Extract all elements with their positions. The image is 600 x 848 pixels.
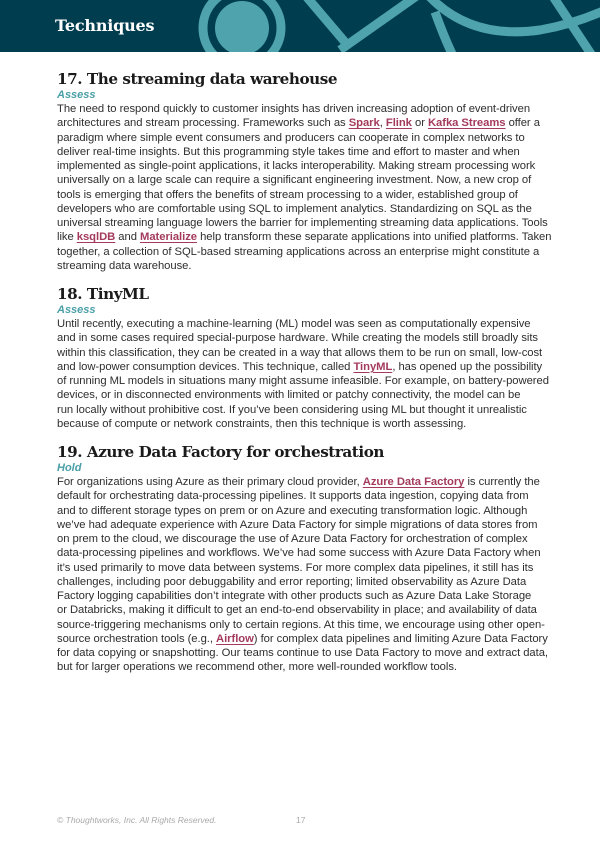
- text-line: [57, 632, 547, 646]
- text-span: is currently the: [464, 476, 540, 488]
- text-line: [57, 216, 547, 230]
- text-span: ,: [379, 117, 386, 130]
- text-span: Until recently, executing a machine-learning (ML) model was seen as computationally expensive: [57, 318, 531, 330]
- text-line: [57, 173, 547, 187]
- footer-copyright: © Thoughtworks, Inc. All Rights Reserved.: [57, 815, 217, 825]
- text-span: developers who are comfortable using SQL to implement analytics. Standardizing on SQL as the: [57, 202, 532, 215]
- text-line: [57, 202, 547, 216]
- text-span: it’s used primarily to move data between systems. For more complex data pipelines, it still has its: [57, 561, 534, 574]
- text-line: [57, 245, 547, 259]
- section-title: 18. TinyML: [57, 285, 149, 303]
- text-span: , has opened up the possibility: [392, 360, 543, 373]
- text-line: [57, 259, 547, 273]
- page-number: 17: [296, 815, 306, 825]
- text-span: universal streaming language lowers the barrier for implementing streaming data applications. Tools: [57, 217, 548, 229]
- header-line-shape: [340, 0, 418, 50]
- page-header: [0, 0, 600, 52]
- text-span: paradigm where simple event consumers and producers can cooperate in complex networks to: [57, 131, 525, 144]
- text-line: [57, 102, 547, 116]
- text-line: [57, 346, 547, 360]
- text-line: [57, 589, 547, 603]
- ring-label: Hold: [57, 462, 82, 474]
- text-span: together, a collection of SQL-based streaming applications across an enterprise might constitute a: [57, 245, 540, 258]
- ring-label: Assess: [57, 89, 96, 101]
- text-line: [57, 417, 547, 431]
- technique-section: [57, 442, 547, 675]
- header-filled-circle-shape: [215, 1, 269, 52]
- text-span: implemented as single-point applications, it lacks interoperability. Making stream processing work: [57, 160, 536, 172]
- section-title: 19. Azure Data Factory for orchestration: [57, 443, 384, 461]
- text-line: [57, 646, 547, 660]
- section-body: [57, 317, 547, 431]
- text-span: of running ML models in situations many might assume infeasible. For example, on battery-powered: [57, 375, 549, 387]
- text-span: deliver real-time insights. But this programming style takes time and effort to master and when: [57, 145, 520, 158]
- text-line: [57, 360, 547, 374]
- page-content: [57, 69, 552, 686]
- section-body: [57, 102, 552, 273]
- text-span: but for larger operations we recommend other, more well-rounded workflow tools.: [57, 661, 457, 674]
- link-spark[interactable]: Spark: [348, 117, 380, 130]
- text-line: [57, 561, 547, 575]
- text-line: [57, 374, 547, 388]
- text-span: streaming data warehouse.: [57, 259, 192, 272]
- text-span: help transform these separate applications into unified platforms. Taken: [197, 231, 552, 244]
- text-line: [57, 230, 552, 244]
- text-line: [57, 131, 547, 145]
- text-span: offer a: [505, 117, 540, 130]
- text-span: within this classification, they can be created in a way that allows them to be run on small, low-cost: [57, 346, 543, 359]
- section-title: 17. The streaming data warehouse: [57, 70, 338, 88]
- text-span: For organizations using Azure as their primary cloud provider,: [57, 476, 363, 488]
- text-span: data-processing pipelines and workflows. We’ve had some success with Azure Data Factory when: [57, 547, 541, 560]
- text-span: or Databricks, making it difficult to get an end-to-end observability in place; and availability of data: [57, 604, 537, 617]
- text-span: source orchestration tools (e.g.,: [57, 632, 217, 645]
- text-span: universally on a large scale can require a significant engineering investment. Now, a new crop of: [57, 174, 532, 187]
- text-span: The need to respond quickly to customer insights has driven increasing adoption of event-driven: [57, 103, 531, 115]
- text-line: [57, 603, 547, 617]
- text-line: [57, 575, 547, 589]
- text-line: [57, 317, 547, 331]
- text-span: like: [57, 231, 77, 244]
- text-line: [57, 159, 547, 173]
- text-line: [57, 518, 547, 532]
- link-airflow[interactable]: Airflow: [216, 632, 254, 645]
- text-line: [57, 475, 547, 489]
- text-line: [57, 504, 547, 518]
- section-body: [57, 475, 547, 675]
- link-materialize[interactable]: Materialize: [140, 231, 197, 244]
- header-title: Techniques: [55, 16, 155, 35]
- text-line: [57, 546, 547, 560]
- technique-section: [57, 284, 547, 431]
- technique-section: [57, 69, 552, 273]
- text-line: [57, 532, 547, 546]
- text-line: [57, 388, 547, 402]
- text-span: Factory logging capabilities don’t integrate with other products such as Azure Data Lake Storage: [57, 590, 532, 602]
- text-span: source-triggering mechanisms only to certain regions. At this time, we encourage using other open-: [57, 618, 545, 631]
- text-line: [57, 116, 547, 130]
- link-kafka-streams[interactable]: Kafka Streams: [427, 117, 506, 130]
- link-ksqldb[interactable]: ksqlDB: [76, 231, 116, 244]
- link-azure-data-factory[interactable]: Azure Data Factory: [362, 476, 465, 488]
- text-span: devices, or in disconnected environments with limited or patchy connectivity, the model can be: [57, 389, 521, 402]
- text-line: [57, 403, 547, 417]
- text-line: [57, 145, 547, 159]
- text-span: default for orchestrating data-processing pipelines. It supports data ingestion, copying data from: [57, 490, 529, 503]
- text-line: [57, 618, 547, 632]
- text-span: tools is emerging that offers the benefits of stream processing to a wider, established group of: [57, 188, 518, 201]
- text-span: run locally without prohibitive cost. If you’ve been considering using ML but thought it unrealistic: [57, 403, 527, 416]
- text-span: and in some cases required special-purpose hardware. While creating the models still broadly sits: [57, 332, 539, 345]
- text-span: architectures and stream processing. Frameworks such as: [57, 117, 349, 130]
- text-span: on prem to the cloud, we discourage the use of Azure Data Factory for orchestration of complex: [57, 533, 528, 545]
- text-span: challenges, including poor debuggability and error reporting; limited observability as Azure Data: [57, 575, 527, 588]
- text-line: [57, 188, 547, 202]
- text-span: because of compute or network constraints, then this technique is worth assessing.: [57, 417, 467, 430]
- text-span: and to different storage types on prem or on Azure and executing transformation logic. Although: [57, 504, 528, 517]
- link-flink[interactable]: Flink: [385, 117, 412, 130]
- text-span: and low-power consumption devices. This technique, called: [57, 360, 354, 373]
- text-span: and: [115, 231, 141, 244]
- ring-label: Assess: [57, 304, 96, 316]
- text-span: for data copying or snapshotting. Our teams continue to use Data Factory to move and extract data,: [57, 647, 548, 659]
- header-line-shape: [305, 0, 350, 48]
- text-line: [57, 489, 547, 503]
- text-line: [57, 660, 547, 674]
- text-span: we’ve had adequate experience with Azure Data Factory for simple migrations of data stores from: [57, 518, 538, 531]
- link-tinyml[interactable]: TinyML: [353, 360, 393, 373]
- text-line: [57, 331, 547, 345]
- text-span: or: [411, 117, 428, 130]
- text-span: ) for complex data pipelines and limiting Azure Data Factory: [253, 632, 548, 645]
